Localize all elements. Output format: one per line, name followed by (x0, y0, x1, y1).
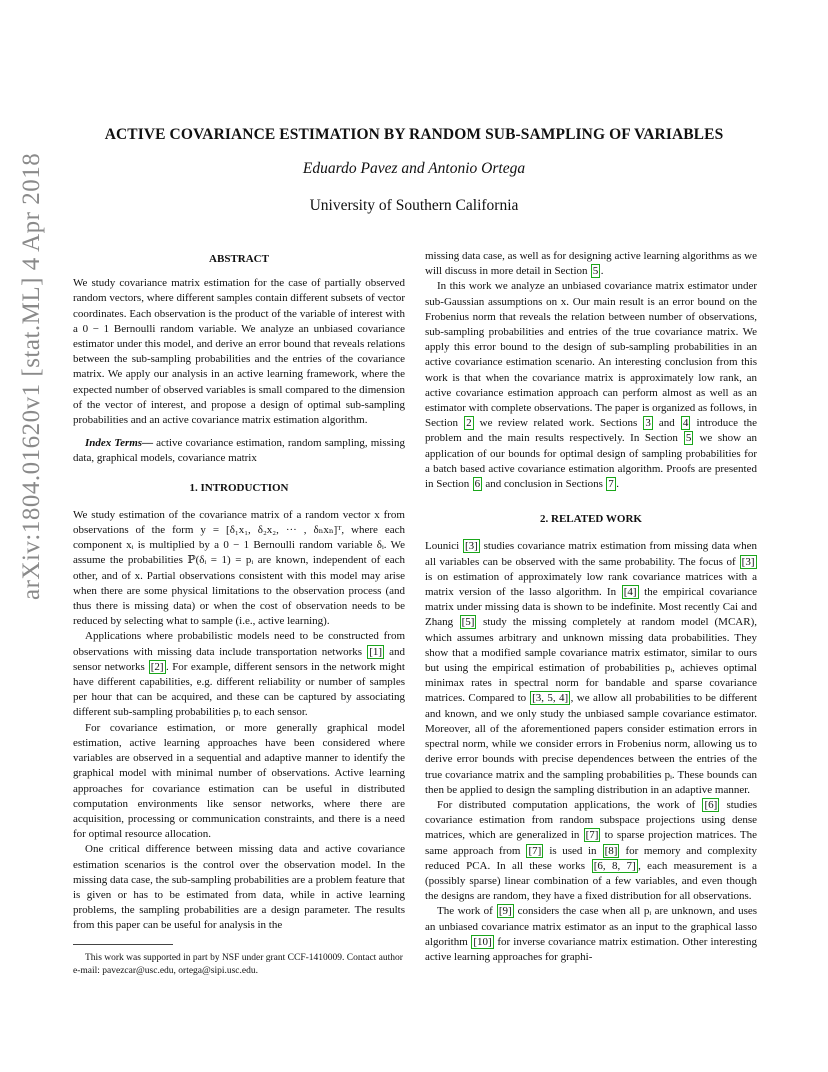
text-span: , each measurement is a (possibly sparse) linear combination of a few variables, and even though the designs are random, they have a fixed distribution for all observations. (425, 859, 758, 903)
related-paragraph-3 (425, 904, 757, 965)
section-link[interactable]: 5 (592, 265, 599, 278)
text-span: Applications where probabilistic models need to be constructed from observations with missing data include transportation networks (73, 630, 405, 658)
footnote (73, 952, 405, 978)
text-span: and (653, 417, 681, 430)
intro-paragraph-3: For covariance estimation, or more generally graphical model estimation, active learning approaches have been considered where variables are observed in a sequential and adaptive manner to identify the graphical model with minimal number of observations. Active learning approaches for covariance estimation can be useful in distributed computation environments like sensor networks, where there are acquisition, processing or communication constraints, and there is a need for optimal resource allocation. (73, 721, 405, 841)
text-span: to sparse projection matrices. The same approach from (425, 829, 757, 857)
text-span: considers the case when all pᵢ are unknown, and uses an unbiased covariance matrix estimator as an input to the graphical lasso algorithm (425, 905, 758, 948)
abstract-text: We study covariance matrix estimation for the case of partially observed random vectors, where different samples contain different subsets of vector coordinates. Each observation is the product of the variable of interest with a 0 − 1 Bernoulli random variable. We analyze an unbiased covariance estimator under this model, and derive an error bound that reveals relations between the sub-sampling probabilities and the entries of the covariance matrix. We apply our analysis in an active learning framework, where the expected number of observed variables is small compared to the dimension of the vector of interest, and propose a design of optimal sub-sampling probabilities and an active covariance matrix estimation algorithm. (73, 277, 405, 427)
citation-link[interactable]: [7] (528, 844, 542, 857)
right-paragraph-2 (425, 279, 757, 492)
footnote-rule (73, 944, 173, 945)
citation-link[interactable]: [7] (585, 829, 599, 842)
text-span: is used in (543, 844, 603, 857)
paper-title: ACTIVE COVARIANCE ESTIMATION BY RANDOM SUB-SAMPLING OF VARIABLES (104, 126, 724, 143)
text-span: . For example, different sensors in the network might have different capabilities, e.g. different reliability or number of samples per hour that can be acquired, and these can be captured by associating different sub-sampling probabilities pᵢ to each sensor. (73, 660, 405, 719)
related-paragraph-1 (425, 539, 757, 797)
text-span: . (600, 265, 604, 278)
right-paragraph-1 (425, 249, 757, 279)
section-link[interactable]: 4 (682, 417, 689, 430)
citation-link[interactable]: [8] (604, 844, 618, 857)
right-column (425, 249, 757, 965)
citation-link[interactable]: [3] (741, 555, 755, 568)
citation-link[interactable]: [4] (623, 586, 637, 599)
text-span: . (616, 478, 619, 491)
text-span: missing data case, as well as for designing active learning algorithms as we will discuss in more detail in Section (425, 250, 757, 278)
text-span: and conclusion in Sections (482, 478, 606, 491)
citation-link[interactable]: [6] (704, 798, 718, 811)
text-span: the empirical covariance matrix under missing data is shown to be indefinite. Most recently Cai and Zhang (425, 586, 757, 629)
text-span: In this work we analyze an unbiased covariance matrix estimator under sub-Gaussian assumptions on x. Our main result is an error bound on the Frobenius norm that reveals the relation between number of observations, sub-sampling probabilities and entries of the true covariance matrix. We apply this error bound to the design of sub-sampling probabilities in an active covariance estimation scenario. An interesting conclusion from this work is that when the covariance matrix is approximately low rank, an active covariance estimation approach can perform almost as well as an estimator with complete observations. The paper is organized as follows, in Section (425, 280, 757, 430)
text-span: for memory and complexity reduced PCA. In all these works (425, 844, 758, 872)
intro-paragraph-1: We study estimation of the covariance matrix of a random vector x from observations of the form y = [δ₁x₁, δ₂x₂, ··· , δₙxₙ]ᵀ, where each component xᵢ is multiplied by a 0 − 1 Bernoulli random variable δᵢ. We assume the probabilities ℙ(δᵢ = 1) = pᵢ are known, independent of each other, and of x. Partial observations consistent with this model may arise when there are some physical limitations to the observation process (and thus there is missing data) or when the cost of observation needs to be reduced by selecting what to sample (i.e., active learning). (73, 508, 405, 628)
text-span: for inverse covariance matrix estimation. Other interesting active learning approaches for graphi- (425, 935, 757, 963)
text-span: studies covariance matrix estimation from missing data when all variables can be observed with the same probability. The focus of (425, 540, 757, 568)
intro-paragraph-4: One critical difference between missing data and active covariance estimation scenarios is the control over the observation model. In the missing data case, the sub-sampling probabilities are a problem feature that is given or has to be estimated from data, while in active learning problems, the sampling probabilities are a design parameter. The results from this paper can be useful for analysis in the (73, 843, 405, 932)
text-span: we show an application of our bounds for optimal design of sampling probabilities for a batch based active covariance estimation algorithm. Proofs are presented in Section (425, 432, 757, 491)
left-column (73, 252, 405, 934)
text-span: , we allow all probabilities to be different and known, and we only study the unbiased sample covariance estimator. Moreover, all of the aforementioned papers consider estimation errors in spectral norm, while we consider errors in Frobenius norm, allowing us to derive error bounds with precise dependences between the entries of the true covariance matrix and the sampling probabilities pᵢ. These bounds can then be applied to design the sampling distribution in an adaptive manner. (425, 692, 758, 796)
text-span: and sensor networks (73, 645, 405, 673)
citation-link[interactable]: [6, 8, 7] (593, 859, 636, 872)
section-link[interactable]: 2 (466, 417, 472, 430)
text-span: introduce the problem and the main results respectively. In Section (425, 417, 758, 445)
section-link[interactable]: 3 (645, 417, 651, 430)
citation-link[interactable]: [3, 5, 4] (532, 692, 569, 705)
text-span: studies covariance estimation from random subspace projections using dense matrices, which are generalized in (425, 798, 757, 842)
citation-link[interactable]: [9] (498, 905, 512, 918)
citation-link[interactable]: [1] (369, 645, 383, 658)
text-span: we review related work. Sections (474, 417, 643, 430)
section-link[interactable]: 6 (474, 478, 481, 491)
intro-heading: 1. INTRODUCTION (189, 481, 289, 494)
arxiv-stamp[interactable]: arXiv:1804.01620v1 [stat.ML] 4 Apr 2018 (18, 152, 45, 600)
citation-link[interactable]: [10] (473, 935, 492, 948)
citation-link[interactable]: [2] (150, 660, 164, 673)
index-terms (73, 436, 405, 466)
text-span: study the missing completely at random model (MCAR), which assumes arbitrary and unknown missing data probabilities. They show that a modified sample covariance matrix estimator, similar to ours but using the empirical estimation of probabilities pᵢ, achieves optimal minimax rates in spectral norm for bandable and sparse covariance matrices. Compared to (425, 616, 757, 705)
citation-link[interactable]: [3] (465, 540, 478, 553)
footnote-text: This work was supported in part by NSF under grant CCF-1410009. Contact author e-mail: pavezcar@usc.edu, ortega@sipi.usc.edu. (73, 953, 403, 976)
text-span: is on estimation of approximately low rank covariance matrices with a matrix version of the lasso algorithm. In (425, 570, 757, 599)
citation-link[interactable]: [5] (461, 616, 475, 629)
text-span: Lounici (425, 540, 463, 553)
section-link[interactable]: 7 (608, 478, 614, 491)
text-span: For distributed computation applications, the work of (437, 798, 702, 811)
abstract-heading: ABSTRACT (209, 253, 269, 265)
paper-authors: Eduardo Pavez and Antonio Ortega (302, 160, 526, 177)
intro-paragraph-2 (73, 629, 405, 720)
index-terms-label: Index Terms— (85, 437, 154, 450)
related-work-heading: 2. RELATED WORK (540, 513, 642, 526)
paper-affiliation: University of Southern California (309, 197, 519, 214)
related-paragraph-2 (425, 798, 757, 904)
text-span: The work of (437, 905, 497, 918)
index-terms-text: active covariance estimation, random sampling, missing data, graphical models, covariance matrix (73, 437, 405, 465)
section-link[interactable]: 5 (685, 432, 692, 445)
